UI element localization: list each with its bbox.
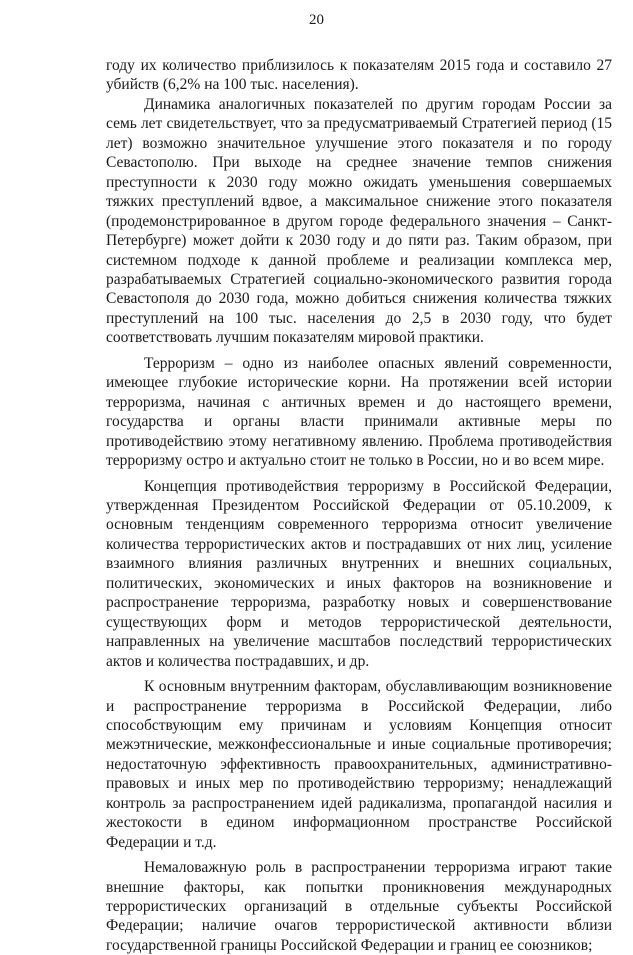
paragraph-external-factors: Немаловажную роль в распространении терроризма играют такие внешние факторы, как попытки проникновения международных террористических организаций в отдельные субъекты Российской Федерации; наличие очагов террористической активности вблизи государственной границы Российской Федерации и границ ее союзников;	[106, 859, 612, 954]
paragraph-crime-dynamics: Динамика аналогичных показателей по другим городам России за семь лет свидетельствует, что за предусматриваемый Стратегией период (15 лет) возможно значительное улучшение этого показателя и по городу Севастополю. При выходе на среднее значение темпов снижения преступности к 2030 году можно ожидать уменьшения совершаемых тяжких преступлений вдвое, а максимальное снижение этого показателя (продемонстрированное в другом городе федерального значения – Санкт-Петербурге) может дойти к 2030 году и до пяти раз. Таким образом, при системном подходе к данной проблеме и реализации комплекса мер, разрабатываемых Стратегией социально-экономического развития города Севастополя до 2030 года, можно добиться снижения количества тяжких преступлений на 100 тыс. населения до 2,5 в 2030 году, что будет соответствовать лучшим показателям мировой практики.	[106, 95, 612, 347]
document-body	[106, 56, 612, 955]
paragraph-concept-trends: Концепция противодействия терроризму в Российской Федерации, утвержденная Президентом Российской Федерации от 05.10.2009, к основным тенденциям современного терроризма относит увеличение количества террористических актов и пострадавших от них лиц, усиление взаимного влияния различных внутренних и внешних социальных, политических, экономических и иных факторов на возникновение и распространение терроризма, разработку новых и совершенствование существующих форм и методов террористической деятельности, направленных на увеличение масштабов последствий террористических актов и количества пострадавших, и др.	[106, 477, 612, 670]
page-number: 20	[309, 12, 324, 28]
paragraph-terrorism-intro: Терроризм – одно из наиболее опасных явлений современности, имеющее глубокие исторические корни. На протяжении всей истории терроризма, начиная с античных времен и до настоящего времени, государства и органы власти принимали активные меры по противодействию этому негативному явлению. Проблема противодействия терроризму остро и актуально стоит не только в России, но и во всем мире.	[106, 354, 612, 470]
paragraph-internal-factors: К основным внутренним факторам, обуславливающим возникновение и распространение терроризма в Российской Федерации, либо способствующим ему причинам и условиям Концепция относит межэтнические, межконфессиональные и иные социальные противоречия; недостаточную эффективность правоохранительных, административно-правовых и иных мер по противодействию терроризму; ненадлежащий контроль за распространением идей радикализма, пропагандой насилия и жестокости в едином информационном пространстве Российской Федерации и т.д.	[106, 678, 612, 851]
paragraph-continuation: году их количество приблизилось к показателям 2015 года и составило 27 убийств (6,2% на 100 тыс. населения).	[106, 57, 612, 94]
